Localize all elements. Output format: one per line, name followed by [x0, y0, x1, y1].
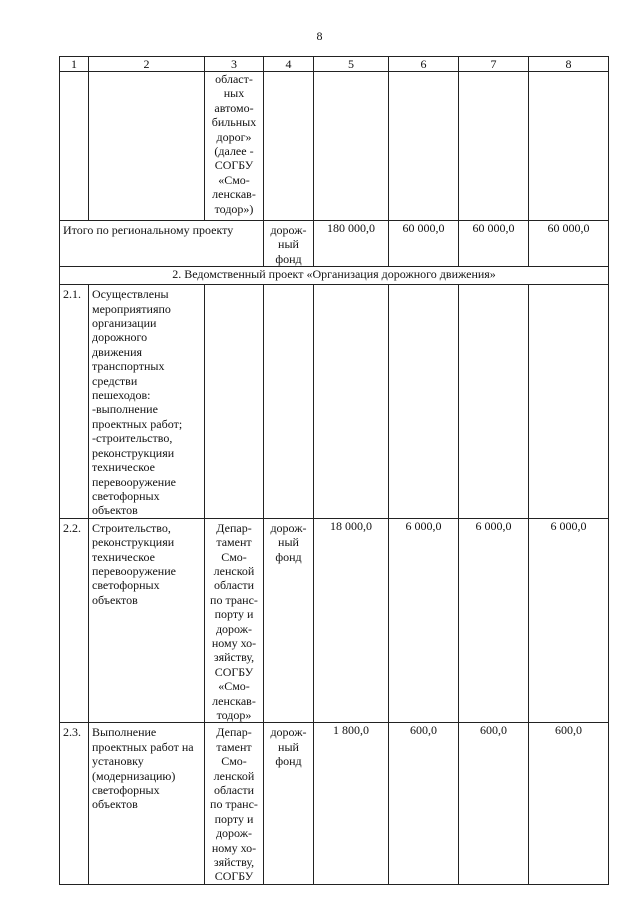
column-number: 6	[389, 57, 459, 72]
column-number: 8	[529, 57, 609, 72]
total-row	[60, 221, 609, 267]
cell-line: дорог»	[216, 129, 252, 144]
measure-name-line	[92, 475, 201, 489]
executor-line: порту и	[214, 607, 254, 622]
cell-line: област-	[215, 72, 253, 86]
measure-name-line	[92, 302, 201, 316]
executor-line: дорож-	[215, 621, 253, 636]
measure-name-word: светофорных	[92, 783, 160, 798]
executor-line: ленской	[213, 768, 255, 783]
measure-name-line	[92, 725, 201, 739]
measure-name-word: перевооружение	[92, 563, 176, 578]
measure-name-line	[92, 359, 201, 373]
executor-line: ному хо-	[211, 635, 257, 650]
cell-line: тодор»)	[214, 201, 254, 216]
measure-name-word: светофорных	[92, 488, 160, 503]
measure-name-word: транспортных	[92, 359, 165, 374]
executor-line: тамент	[216, 535, 252, 550]
measure-name-line	[92, 740, 201, 754]
measure-name-word: дорожного	[92, 330, 148, 345]
cell-line: фонд	[275, 251, 302, 266]
measure-name-word: Выполнение	[92, 725, 157, 740]
cell-line: «Смо-	[218, 172, 250, 187]
year1-amount: 60 000,0	[389, 221, 459, 267]
measure-name-word: реконструкция	[92, 535, 168, 550]
measure-name-line	[92, 535, 201, 549]
year3-amount: 60 000,0	[529, 221, 609, 267]
measure-name-line	[92, 550, 201, 564]
total-label: Итого по региональному проекту	[60, 221, 264, 267]
funding-source-cell	[264, 285, 314, 519]
column-number: 3	[205, 57, 264, 72]
executor-line: области	[213, 783, 255, 798]
measure-name-line	[92, 503, 201, 517]
executor-line: Депар-	[216, 725, 252, 740]
table-row	[60, 285, 609, 519]
measure-name-word: мероприятия	[92, 301, 159, 316]
measure-name-word: техническое	[92, 460, 155, 475]
measure-name-line	[92, 431, 201, 445]
executor-cell	[205, 518, 264, 723]
cell-line: ных	[223, 86, 245, 101]
executor-cell	[205, 723, 264, 884]
measure-name-line	[92, 345, 201, 359]
measure-name-word: -	[92, 431, 96, 446]
measure-name-word: Осуществлены	[92, 287, 169, 302]
measure-name-line	[92, 489, 201, 503]
measure-name-word: объектов	[92, 503, 138, 518]
measure-name-word: и	[130, 373, 138, 388]
measure-name-word: пешеходов:	[92, 388, 151, 403]
measure-name-line	[92, 783, 201, 797]
table-row	[60, 518, 609, 723]
section-title: 2. Ведомственный проект «Организация дорожного движения»	[60, 267, 609, 285]
cell-line: ный	[278, 237, 299, 252]
measure-name-word: -	[92, 402, 96, 417]
executor-line: ленскав-	[212, 693, 256, 708]
cell-line: (далее -	[214, 144, 254, 159]
executor-line: по транс-	[210, 592, 258, 607]
measure-name	[89, 285, 205, 519]
row-number: 2.3.	[60, 723, 89, 884]
measure-name-word: строительство,	[96, 431, 173, 446]
measure-name	[89, 723, 205, 884]
measure-name-word: светофорных	[92, 578, 160, 593]
measure-name-word: проектных работ на	[92, 739, 194, 754]
total-amount	[314, 285, 389, 519]
funding-source-cell	[264, 518, 314, 723]
year2-amount: 6 000,0	[459, 518, 529, 723]
executor-line: Смо-	[221, 549, 247, 564]
row-number: 2.2.	[60, 518, 89, 723]
measure-name-word: Строительство,	[92, 520, 171, 535]
measure-name-word: объектов	[92, 797, 138, 812]
measure-name-word: установку	[92, 754, 144, 769]
executor-line: по транс-	[210, 797, 258, 812]
funding-source-line: ный	[278, 739, 299, 754]
continuation-row	[60, 72, 609, 221]
measure-name-word: средств	[92, 373, 131, 388]
measure-name-line	[92, 374, 201, 388]
row-number: 2.1.	[60, 285, 89, 519]
total-amount: 180 000,0	[314, 221, 389, 267]
total-amount: 18 000,0	[314, 518, 389, 723]
budget-table	[59, 56, 609, 885]
executor-cell	[205, 72, 264, 221]
funding-source-line: дорож-	[270, 520, 307, 535]
column-number: 4	[264, 57, 314, 72]
measure-name-line	[92, 316, 201, 330]
measure-name-word: движения	[92, 344, 143, 359]
measure-name-word: и	[167, 535, 175, 550]
executor-line: ному хо-	[211, 840, 257, 855]
measure-name-line	[92, 446, 201, 460]
year3-amount: 6 000,0	[529, 518, 609, 723]
year3-amount	[529, 285, 609, 519]
executor-line: области	[213, 578, 255, 593]
measure-name-line	[92, 754, 201, 768]
executor-line: тамент	[216, 739, 252, 754]
measure-name-word: реконструкция	[92, 445, 168, 460]
column-number: 1	[60, 57, 89, 72]
executor-line: СОГБУ	[214, 664, 254, 679]
funding-source-cell	[264, 723, 314, 884]
measure-name-word: перевооружение	[92, 474, 176, 489]
measure-name-line	[92, 388, 201, 402]
year3-amount: 600,0	[529, 723, 609, 884]
column-number: 7	[459, 57, 529, 72]
measure-name-line	[92, 287, 201, 301]
column-number: 5	[314, 57, 389, 72]
column-number: 2	[89, 57, 205, 72]
executor-line: зяйству,	[213, 855, 255, 870]
funding-source-cell	[264, 221, 314, 267]
measure-name-line	[92, 578, 201, 592]
executor-line: Смо-	[221, 754, 247, 769]
measure-name-line	[92, 564, 201, 578]
year1-amount: 6 000,0	[389, 518, 459, 723]
table-row	[60, 723, 609, 884]
cell-line: бильных	[211, 115, 257, 130]
measure-name-line	[92, 417, 201, 431]
executor-line: Депар-	[216, 520, 252, 535]
measure-name	[89, 518, 205, 723]
year2-amount: 600,0	[459, 723, 529, 884]
page-number: 8	[316, 29, 323, 43]
cell-line: СОГБУ	[214, 158, 254, 173]
year1-amount: 600,0	[389, 723, 459, 884]
measure-name-line	[92, 593, 201, 607]
executor-line: СОГБУ	[214, 869, 254, 884]
executor-line: зяйству,	[213, 650, 255, 665]
measure-name-word: проектных работ;	[92, 416, 183, 431]
section-header-row	[60, 267, 609, 285]
total-amount: 1 800,0	[314, 723, 389, 884]
measure-name-word: выполнение	[96, 402, 158, 417]
measure-name-line	[92, 769, 201, 783]
funding-source-line: фонд	[275, 754, 302, 769]
measure-name-word: по	[158, 301, 171, 316]
measure-name-word: (модернизацию)	[92, 768, 176, 783]
cell-line: автомо-	[214, 100, 254, 115]
measure-name-line	[92, 797, 201, 811]
measure-name-word: и	[167, 445, 175, 460]
year1-amount	[389, 285, 459, 519]
column-number-row	[60, 57, 609, 72]
measure-name-line	[92, 521, 201, 535]
cell-line: дорож-	[270, 223, 307, 237]
executor-line: дорож-	[215, 826, 253, 841]
executor-line: ленской	[213, 563, 255, 578]
funding-source-line: фонд	[275, 549, 302, 564]
measure-name-line	[92, 330, 201, 344]
funding-source-line: ный	[278, 535, 299, 550]
measure-name-word: организации	[92, 316, 157, 331]
measure-name-line	[92, 402, 201, 416]
measure-name-word: техническое	[92, 549, 155, 564]
cell-line: ленскав-	[212, 187, 256, 202]
executor-line: тодор»	[216, 708, 252, 722]
executor-line: порту и	[214, 811, 254, 826]
executor-line: «Смо-	[218, 679, 250, 694]
year2-amount	[459, 285, 529, 519]
measure-name-word: объектов	[92, 592, 138, 607]
measure-name-line	[92, 460, 201, 474]
funding-source-line: дорож-	[270, 725, 307, 740]
executor-cell	[205, 285, 264, 519]
year2-amount: 60 000,0	[459, 221, 529, 267]
